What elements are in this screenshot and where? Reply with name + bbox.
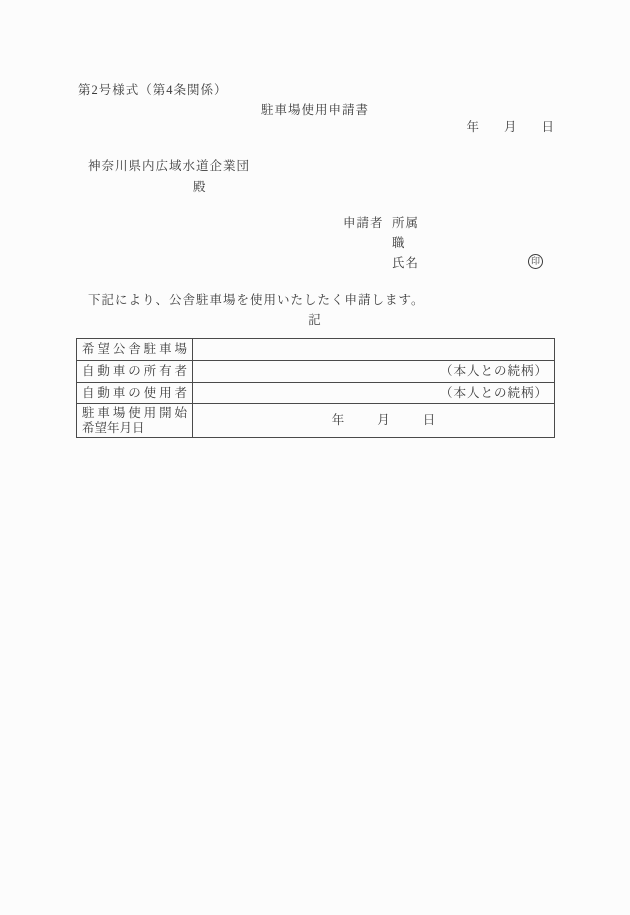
body-text: 下記により、公舎駐車場を使用いたしたく申請します。: [88, 293, 425, 307]
row-label: 駐車場使用開始 希望年月日: [82, 405, 187, 435]
form-number: 第2号様式（第4条関係）: [78, 83, 228, 97]
start-date-ymd: [199, 414, 548, 427]
applicant-label: 申請者: [343, 216, 384, 230]
ymd-year-label: 年: [331, 413, 345, 428]
row-label-cell: [77, 404, 193, 438]
affiliation-label: 所属: [392, 216, 420, 230]
date-day-label: 日: [541, 120, 555, 134]
table-row-car-user: [77, 383, 555, 404]
row-value-cell: [193, 339, 555, 361]
row-label: 希望公舎駐車場: [82, 342, 187, 357]
row-label: 自動車の使用者: [82, 385, 187, 400]
row-value-cell: （本人との続柄）: [193, 383, 555, 404]
table-row-desired-parking: [77, 339, 555, 361]
table-row-car-owner: [77, 361, 555, 383]
row-label-cell: [77, 361, 193, 383]
date-month-label: 月: [503, 120, 518, 134]
row-value-cell: （本人との続柄）: [193, 361, 555, 383]
document-title: 駐車場使用申請書: [260, 103, 369, 117]
ymd-month-label: 月: [377, 413, 390, 428]
addressee-honorific: 殿: [193, 180, 207, 194]
section-heading-ki: 記: [308, 313, 322, 327]
row-label-cell: [77, 383, 193, 404]
date-year-label: 年: [466, 120, 480, 134]
ymd-day-label: 日: [422, 413, 436, 428]
addressee-name: 神奈川県内広域水道企業団: [88, 159, 251, 173]
table-row-start-date: [77, 404, 555, 438]
application-table: [76, 338, 555, 438]
row-label-cell: [77, 339, 193, 361]
date-line: [466, 121, 555, 134]
seal-stamp-icon: [528, 254, 543, 269]
row-value-cell: [193, 404, 555, 438]
name-label: 氏名: [392, 256, 420, 270]
row-label: 自動車の所有者: [82, 364, 187, 379]
seal-stamp-char: 印: [530, 256, 540, 266]
position-label: 職: [392, 236, 406, 250]
